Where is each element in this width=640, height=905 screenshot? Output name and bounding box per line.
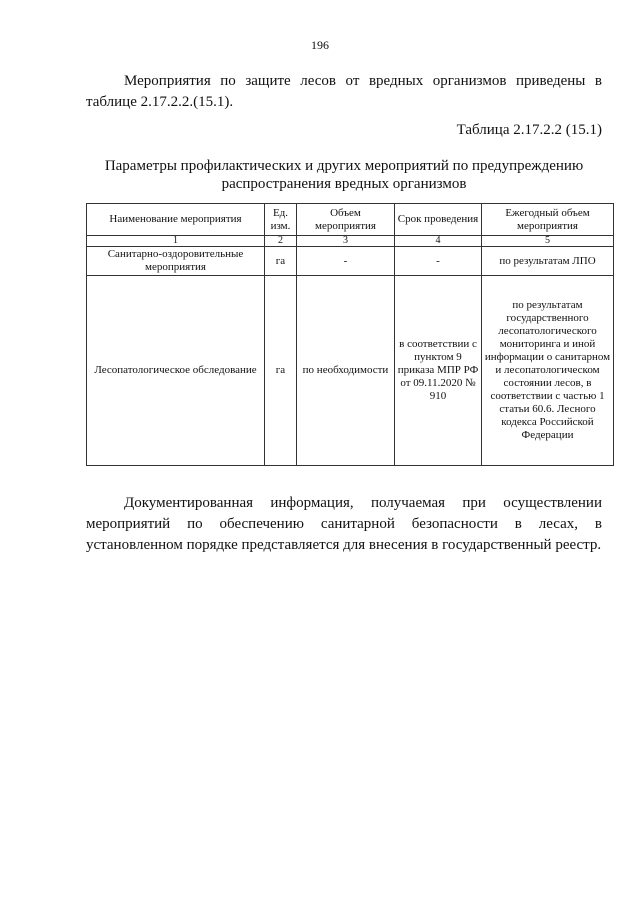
table-cell: Лесопатологическое обследование [87, 276, 265, 466]
table-cell: по необходимости [297, 276, 395, 466]
table-row [87, 247, 614, 276]
column-number: 5 [482, 236, 614, 247]
header-cell: Наименование мероприятия [87, 204, 265, 236]
measures-table [86, 203, 614, 466]
table-id: Таблица 2.17.2.2 (15.1) [456, 122, 602, 138]
table-cell: га [265, 276, 297, 466]
table-title: Параметры профилактических и других мероприятий по предупреждению распространения вредных организмов [104, 158, 584, 192]
header-cell: Ед. изм. [265, 204, 297, 236]
column-number: 1 [87, 236, 265, 247]
table-header-row [87, 204, 614, 236]
column-number: 2 [265, 236, 297, 247]
table-cell: - [395, 247, 482, 276]
table-cell: по результатам государственного лесопатологического мониторинга и иной информации о санитарном и лесопатологическом состоянии лесов, в соответствии с частью 1 статьи 60.6. Лесного кодекса Российской Федерации [482, 276, 614, 466]
header-cell: Объем мероприятия [297, 204, 395, 236]
intro-paragraph: Мероприятия по защите лесов от вредных организмов приведены в таблице 2.17.2.2.(15.1). [86, 73, 602, 110]
page-number: 196 [311, 38, 329, 52]
column-number: 4 [395, 236, 482, 247]
table-cell: - [297, 247, 395, 276]
header-cell: Срок проведения [395, 204, 482, 236]
table-cell: в соответствии с пунктом 9 приказа МПР РФ от 09.11.2020 № 910 [395, 276, 482, 466]
header-cell: Ежегодный объем мероприятия [482, 204, 614, 236]
column-number-row [87, 236, 614, 247]
outro-paragraph: Документированная информация, получаемая при осуществлении мероприятий по обеспечению санитарной безопасности в лесах, в установленном порядке представляется для внесения в государственный реестр. [86, 495, 602, 553]
column-number: 3 [297, 236, 395, 247]
table-row [87, 276, 614, 466]
table-cell: га [265, 247, 297, 276]
table-cell: Санитарно-оздоровительные мероприятия [87, 247, 265, 276]
table-cell: по результатам ЛПО [482, 247, 614, 276]
